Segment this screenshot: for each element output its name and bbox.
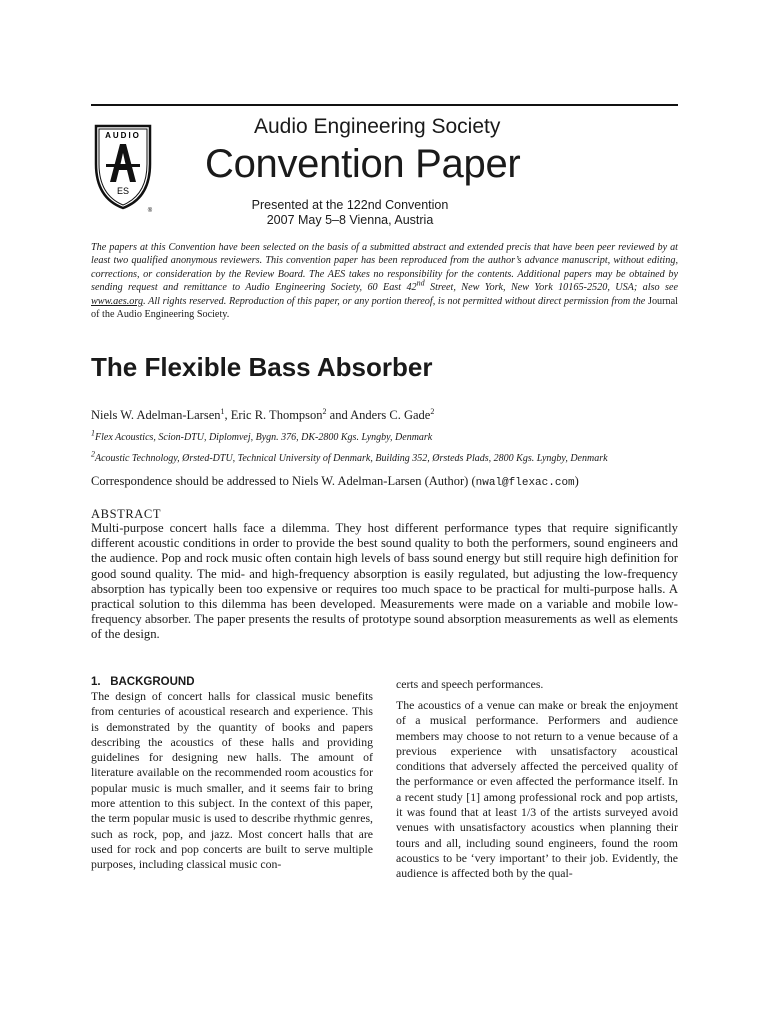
- affiliation-2: [91, 449, 608, 464]
- disclaimer: [91, 241, 678, 321]
- author-affiliation-mark: 1: [220, 406, 225, 416]
- author-name: Anders C. Gade: [350, 408, 431, 422]
- author-name: Eric R. Thompson: [230, 408, 323, 422]
- author-name: Niels W. Adelman-Larsen: [91, 408, 221, 422]
- journal-name: Journal of the Audio Engineering Society.: [91, 295, 678, 321]
- abstract-text: Multi-purpose concert halls face a dilemma. They host different performance types that require significantly different acoustic conditions in order to provide the best sound quality to both the performers, sound engineers and the audience. Pop and rock music often contain high levels of bass sound energy but still require high definition for good sound quality. The mid- and high-frequency absorption is easily regulated, but adjusting the low-frequency absorption has typically been too expensive or requires too much space to be practical for multi-purpose halls. A practical solution to this dilemma has been developed. Measurements were made on a variable and mobile low-frequency absorber. The paper presents the results of prototype sound absorption measurements as well as elements of the design.: [91, 521, 678, 642]
- header-rule: [91, 104, 678, 106]
- disclaimer-part-1: The papers at this Convention have been selected on the basis of a submitted abstract and extended precis that have been peer reviewed by at least two qualified anonymous reviewers. This convention paper has been reproduced from the author’s advance manuscript, without editing, corrections, or consideration by the Review Board. The AES takes no responsibility for the contents. Additional papers may be obtained by sending request and remittance to Audio Engineering Society, 60 East 42: [91, 242, 678, 294]
- disclaimer-part-3: . All rights reserved. Reproduction of this paper, or any portion thereof, is not permitted without direct permission from the: [143, 295, 648, 307]
- section-number: 1.: [91, 676, 101, 688]
- section-title: BACKGROUND: [110, 676, 195, 688]
- aes-logo: [90, 120, 156, 216]
- correspondence: [91, 474, 579, 489]
- section-heading: [91, 676, 195, 688]
- disclaimer-sup: nd: [416, 278, 425, 288]
- affiliation-mark: 2: [91, 449, 95, 459]
- logo-text-bottom: ES: [116, 186, 130, 196]
- paper-title: The Flexible Bass Absorber: [91, 352, 433, 382]
- author-separator: and: [326, 408, 351, 422]
- author-list: [91, 408, 434, 423]
- correspondence-email[interactable]: nwal@flexac.com: [475, 477, 575, 489]
- affiliation-text: Flex Acoustics, Scion-DTU, Diplomvej, Bygn. 376, DK-2800 Kgs. Lyngby, Denmark: [95, 432, 433, 443]
- affiliation-1: [91, 428, 433, 443]
- affiliation-text: Acoustic Technology, Ørsted-DTU, Technical University of Denmark, Building 352, Ørsteds Plads, 2800 Kgs. Lyngby, Denmark: [95, 453, 608, 464]
- paper-type-title: Convention Paper: [205, 142, 521, 186]
- body-right-continuation: certs and speech performances.: [396, 677, 544, 691]
- logo-text-top: AUDIO: [105, 131, 141, 140]
- author-affiliation-mark: 2: [322, 406, 327, 416]
- aes-website-link[interactable]: www.aes.org: [91, 295, 144, 307]
- correspondence-prefix: Correspondence should be addressed to Niels W. Adelman-Larsen (Author) (: [91, 474, 476, 488]
- affiliation-mark: 1: [91, 428, 95, 438]
- disclaimer-part-2: Street, New York, New York 10165-2520, USA; also see: [424, 282, 678, 294]
- registered-mark: ®: [147, 208, 153, 214]
- society-name: Audio Engineering Society: [254, 115, 501, 138]
- aes-logo-icon: [90, 120, 156, 216]
- author-separator: ,: [224, 408, 231, 422]
- author-affiliation-mark: 2: [430, 406, 435, 416]
- body-left-column: The design of concert halls for classical music benefits from centuries of acoustical research and experience. This is demonstrated by the quantity of books and papers describing the acoustics of these halls and providing guidelines for designing new halls. The amount of literature available on the recommended room acoustics for popular music is much smaller, and it seems fair to bring more attention to this subject. In the context of this paper, the term popular music is used to describe rhythmic genres, such as rock, pop, and jazz. Most concert halls that are used for rock and pop concerts are built to serve multiple purposes, including classical music con-: [91, 689, 373, 872]
- presented-line-2: 2007 May 5–8 Vienna, Austria: [266, 213, 434, 227]
- presented-line-1: Presented at the 122nd Convention: [251, 198, 449, 212]
- abstract-heading: ABSTRACT: [91, 507, 162, 521]
- correspondence-suffix: ): [574, 474, 579, 488]
- body-right-paragraph: The acoustics of a venue can make or break the enjoyment of a musical performance. Performers and audience members may choose to not return to a venue because of a previous experience with unsatisfactory acoustical conditions that adversely affected the perceived quality of the performance or even affected the performance itself. In a recent study [1] among professional rock and pop artists, it was found that at least 1/3 of the artists surveyed avoid venues with unsatisfactory acoustics when planning their tours and all, including sound engineers, found the room acoustics to be ‘very important’ to their job. Evidently, the audience is affected both by the qual-: [396, 698, 678, 881]
